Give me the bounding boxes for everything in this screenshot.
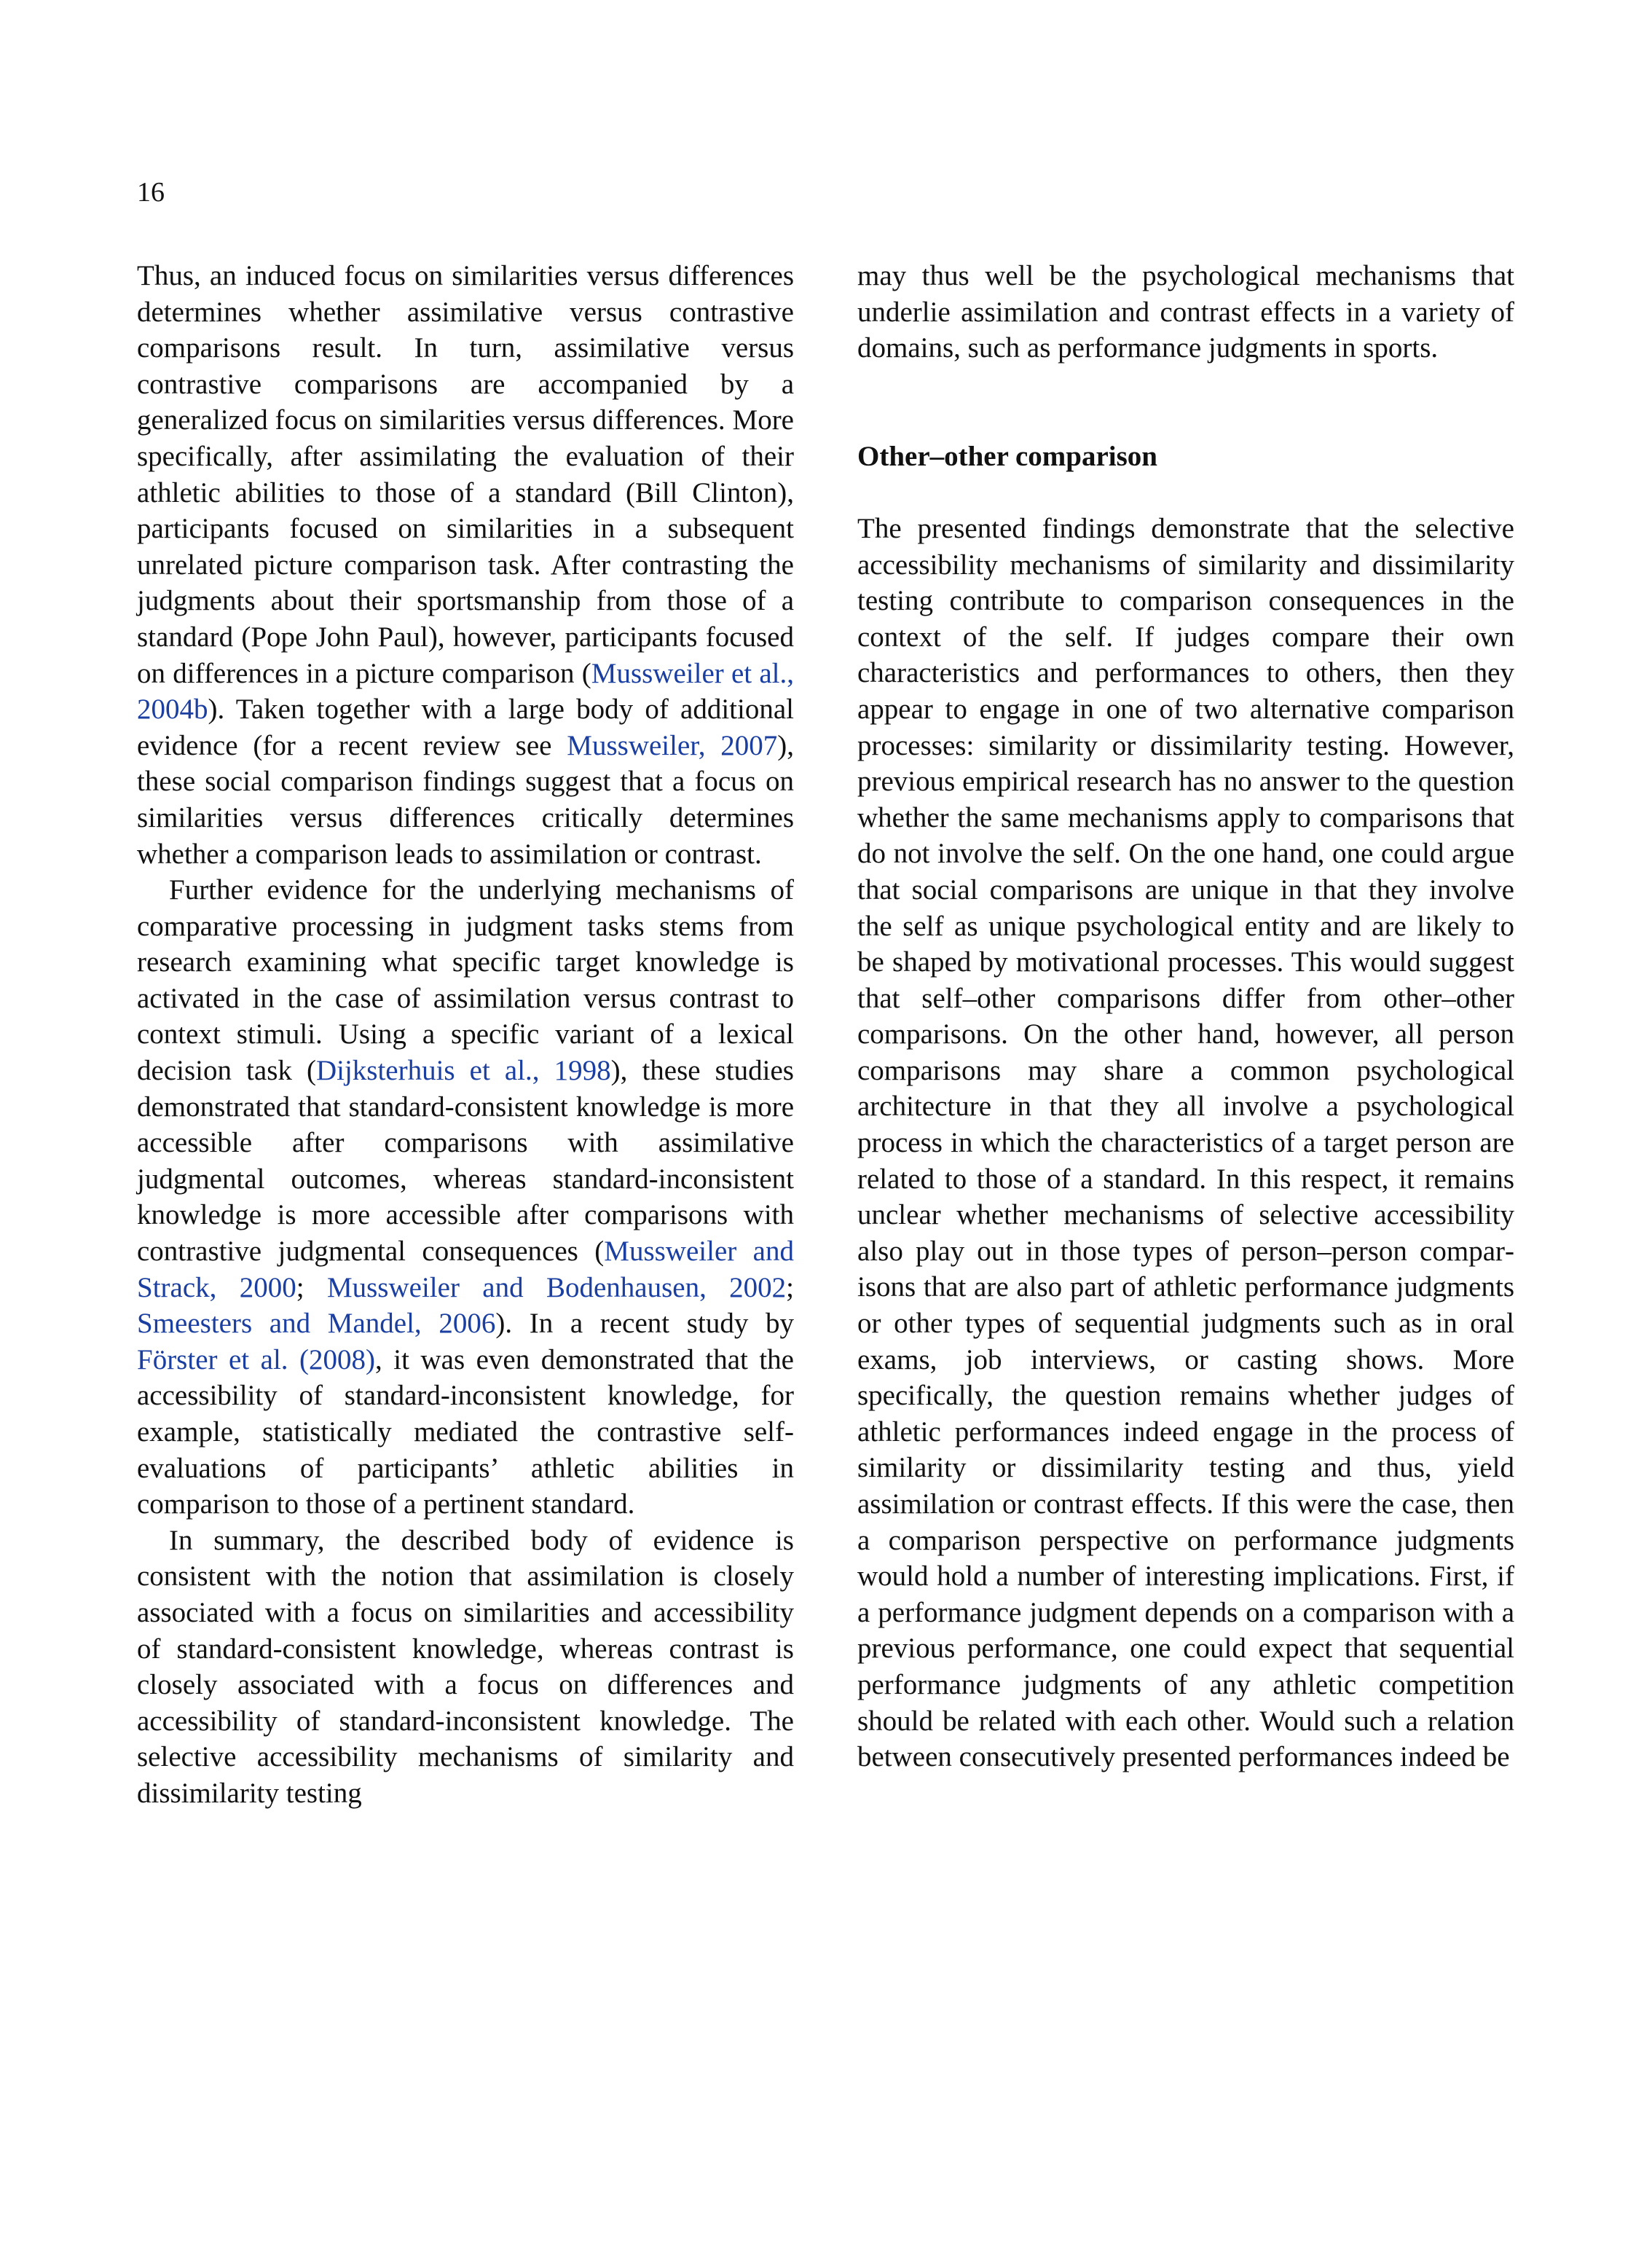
text-run: ). In a recent study by [495,1308,794,1340]
citation-link[interactable]: Förster et al. (2008) [137,1343,376,1375]
citation-link[interactable]: Dijksterhuis et al., 1998 [315,1055,611,1087]
text-run: ). Taken together with a large body of additional evidence (for a recent review see [137,694,794,761]
page-number: 16 [137,177,165,208]
text-run: In summary, the described body of evidence is consistent with the notion that assimilation is closely associated with a focus on similarities and accessibility of standard-consistent knowledge, whereas contrast is closely associated with a focus on differences and accessibility of standard-inconsistent knowledge. The selective accessibility mechanisms of similarity and dissimilarity testing [137,1524,794,1809]
text-run: Further evidence for the underlying mechanisms of comparative processing in judgment tasks stems from research examining what specific target knowledge is activated in the case of assimilation versus contrast to context stimuli. Using a specific variant of a lexical decision task ( [137,874,794,1087]
section-heading: Other–other comparison [857,440,1157,472]
citation-link[interactable]: Mussweiler and Strack, 2000 [137,1236,794,1303]
text-run: ), these studies demonstrated that standard-consistent knowledge is more accessible after comparisons with assimilative judgmental outcomes, whereas standard-inconsistent knowledge is more accessible after comparisons with contrastive judgmental consequences ( [137,1055,794,1268]
left-column [137,258,794,1812]
citation-link[interactable]: Mussweiler et al., 2004b [137,657,794,726]
citation-link[interactable]: Mussweiler and Bodenhausen, 2002 [326,1271,787,1303]
left-paragraph-2 [137,872,794,1523]
right-paragraph-1: may thus well be the psychological mechanisms that underlie assimilation and contrast effects in a variety of domains, such as performance judgments in sports. [857,260,1514,364]
text-run: ; [786,1271,795,1303]
right-paragraph-2: The presented findings demonstrate that the selective accessibility mechanisms of similarity and dissimilarity testing contribute to comparison consequences in the context of the self. If judges compare their own characteristics and performances to others, then they appear to engage in one of two alternative comparison processes: similarity or dissimilarity testing. However, previous empirical research has no answer to the question whether the same mechanisms apply to comparisons that do not involve the self. On the one hand, one could argue that social comparisons are unique in that they involve the self as unique psychological entity and are likely to be shaped by motivational processes. This would suggest that self–other comparisons differ from other–other comparisons. On the other hand, however, all person comparisons may share a common psychological architecture in that they all involve a psychological process in which the characteristics of a target person are related to those of a standard. In this respect, it remains unclear whether mechanisms of selective accessibility also play out in those types of person–person comparisons that are also part of athletic performance judgments or other types of sequential judgments such as in oral exams, job interviews, or casting shows. More specifically, the question remains whether judges of athletic performances indeed engage in the process of similarity or dissimilarity testing and thus, yield assimilation or contrast effects. If this were the case, then a comparison perspective on performance judgments would hold a number of interesting implications. First, if a performance judgment depends on a comparison with a previous performance, one could expect that sequential performance judgments of any athletic competition should be related with each other. Would such a relation between consecutively presented performances indeed be [857,512,1514,1773]
right-column [857,258,1514,1775]
text-run: , it was even demonstrated that the accessibility of standard-inconsistent knowledge, for example, statistically mediated the contrastive self-evaluations of participants’ athletic abilities in comparison to those of a pertinent standard. [137,1343,794,1520]
text-run: ), these social comparison findings suggest that a focus on similarities versus differences critically determines whether a comparison leads to assimilation or contrast. [137,729,794,870]
text-run: ; [296,1271,327,1303]
left-paragraph-3 [137,1523,794,1812]
citation-link[interactable]: Mussweiler, 2007 [567,729,778,761]
left-paragraph-1 [137,258,794,872]
citation-link[interactable]: Smeesters and Mandel, 2006 [137,1308,496,1340]
text-run: Thus, an induced focus on similarities versus differences determines whether assimilative versus contrastive comparisons result. In turn, assimilative versus contrastive comparisons are accompanied by a generalized focus on similarities versus differences. More specifically, after assimilating the evaluation of their athletic abilities to those of a standard (Bill Clinton), participants focused on similarities in a subsequent unrelated picture comparison task. After contrasting the judgments about their sportsmanship from those of a standard (Pope John Paul), however, participants focused on differences in a picture comparison ( [137,260,794,689]
